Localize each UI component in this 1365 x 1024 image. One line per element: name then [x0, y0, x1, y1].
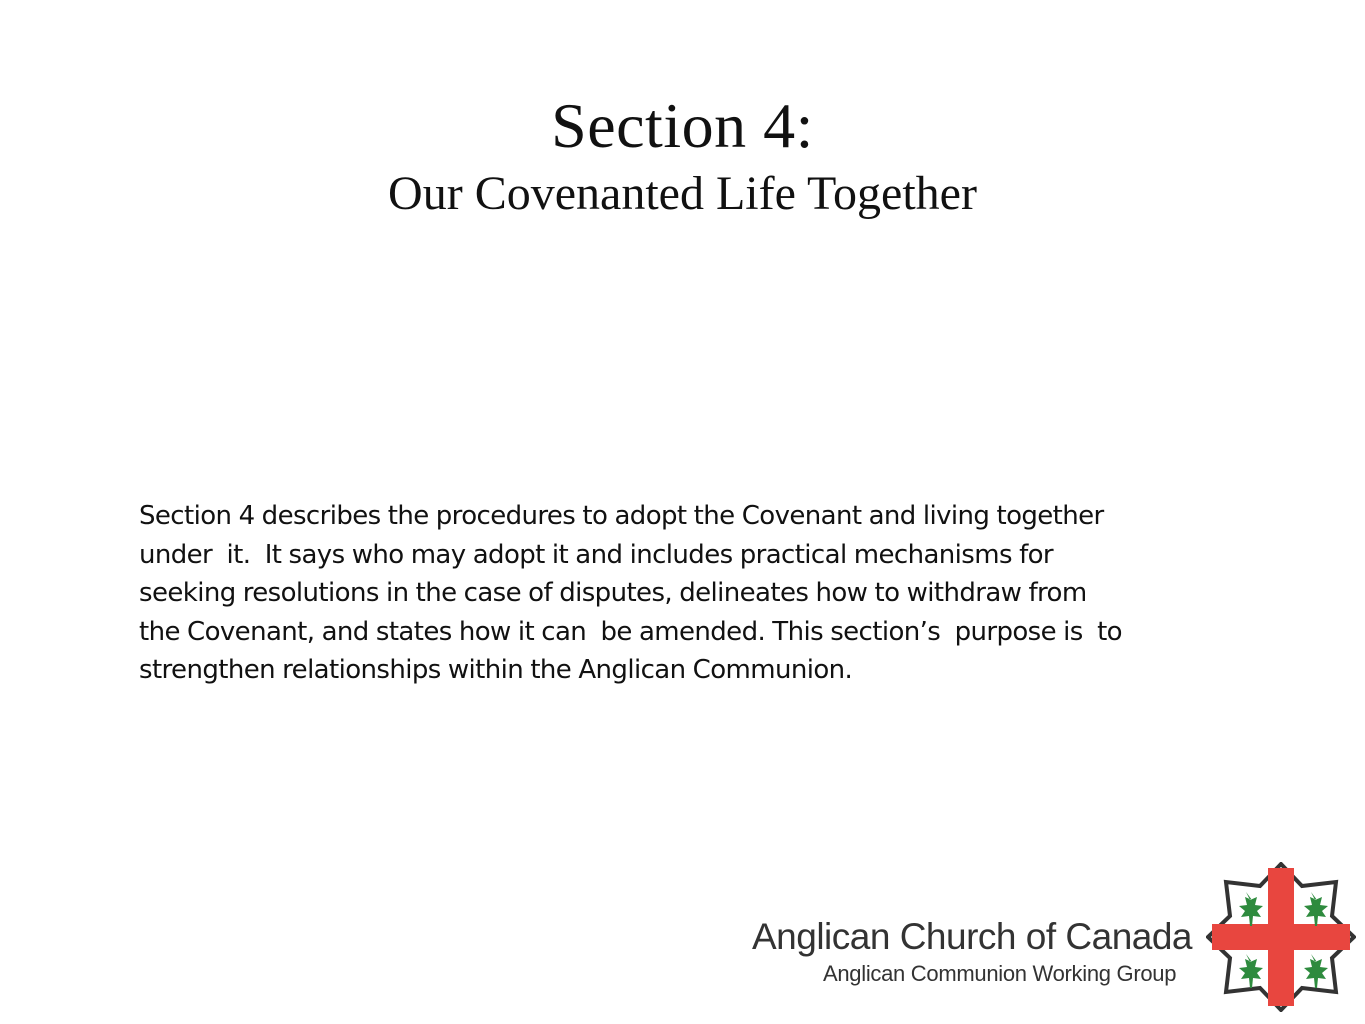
description-line: strengthen relationships within the Anglican Communion. [139, 655, 853, 685]
cross-horizontal [1212, 924, 1350, 950]
description-line: under it. It says who may adopt it and includes practical mechanisms for [139, 539, 1054, 570]
section-description [139, 497, 1219, 690]
title-section-name: Our Covenanted Life Together [388, 167, 977, 220]
organization-logo-text [752, 914, 1192, 988]
description-line: the Covenant, and states how it can be amended. This section’s purpose is to [139, 616, 1122, 647]
compass-rose-cross-maple-leaf-icon [1206, 862, 1356, 1012]
title-section-number: Section 4: [551, 90, 814, 161]
page-title [0, 88, 1365, 222]
organization-subtitle: Anglican Communion Working Group [823, 961, 1177, 986]
description-line: Section 4 describes the procedures to adopt the Covenant and living together [139, 501, 1104, 531]
organization-name: Anglican Church of Canada [752, 916, 1193, 957]
description-line: seeking resolutions in the case of disputes, delineates how to withdraw from [139, 578, 1087, 608]
